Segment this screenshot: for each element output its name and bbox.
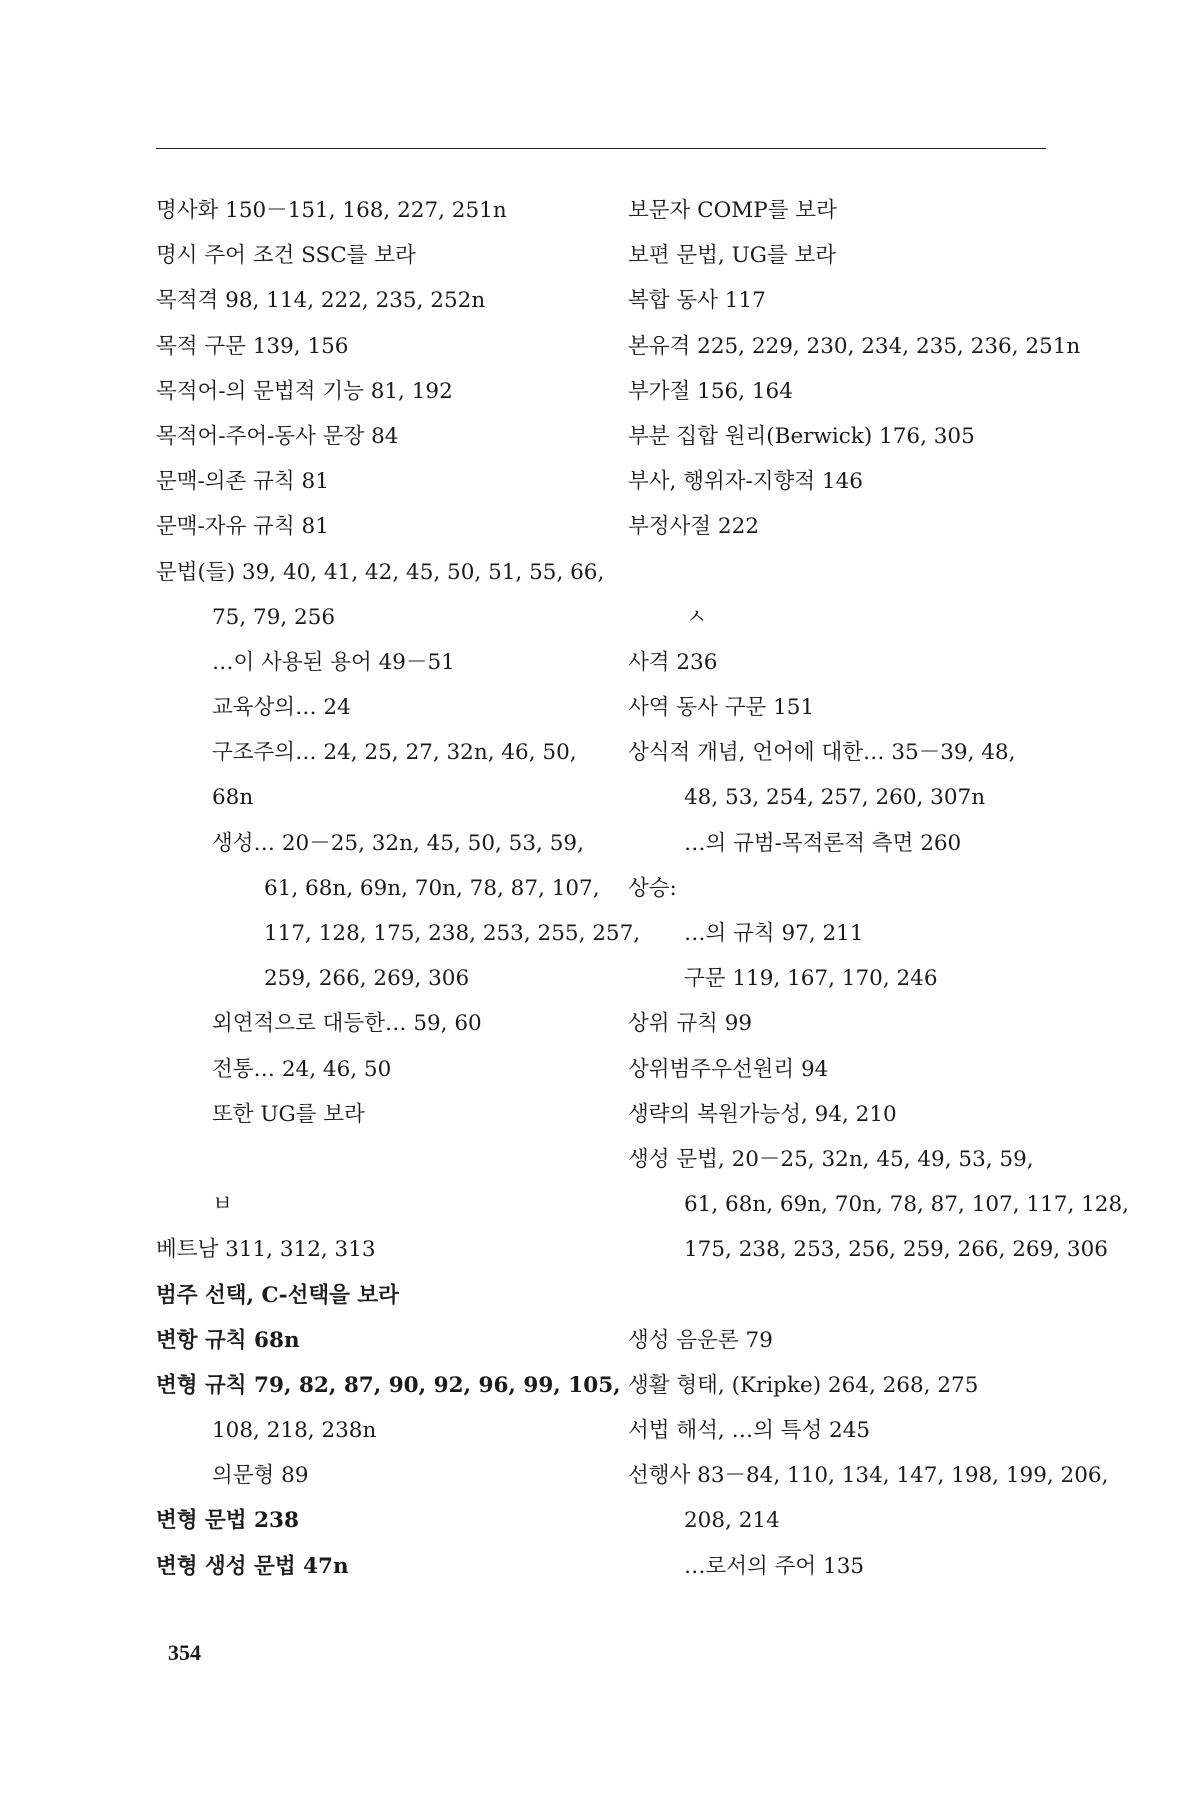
index-entry: 108, 218, 238n <box>212 1418 377 1444</box>
index-entry: 서법 해석, …의 특성 245 <box>628 1418 871 1444</box>
index-column-left <box>156 188 641 1589</box>
header-rule <box>156 148 1046 149</box>
index-entry: 생성 문법, 20－25, 32n, 45, 49, 53, 59, <box>628 1146 1034 1172</box>
index-entry: 변항 규칙 68n <box>156 1327 300 1353</box>
blank-line <box>628 550 1068 595</box>
index-entry: 68n <box>212 785 254 811</box>
index-entry: 변형 문법 238 <box>156 1508 299 1534</box>
index-entry: 생활 형태, (Kripke) 264, 268, 275 <box>628 1372 979 1398</box>
index-entry: 외연적으로 대등한… 59, 60 <box>212 1011 482 1037</box>
index-entry: 208, 214 <box>684 1508 780 1534</box>
index-column-right <box>628 188 1129 1589</box>
index-entry: …이 사용된 용어 49－51 <box>212 649 455 675</box>
index-entry: 명사화 150－151, 168, 227, 251n <box>156 198 507 223</box>
blank-line <box>628 1273 1068 1318</box>
index-entry: 사격 236 <box>628 649 718 675</box>
index-entry: 선행사 83－84, 110, 134, 147, 198, 199, 206, <box>628 1463 1109 1489</box>
index-entry: 상위범주우선원리 94 <box>628 1056 829 1082</box>
index-entry: 본유격 225, 229, 230, 234, 235, 236, 251n <box>628 333 1081 359</box>
index-entry: 117, 128, 175, 238, 253, 255, 257, <box>264 921 641 946</box>
index-entry: 명시 주어 조건 SSC를 보라 <box>156 243 416 269</box>
index-entry: 부사, 행위자-지향적 146 <box>628 469 863 495</box>
index-entry: 또한 UG를 보라 <box>212 1101 365 1127</box>
blank-line <box>156 1137 596 1182</box>
index-entry: 목적어-의 문법적 기능 81, 192 <box>156 378 453 404</box>
index-entry: 61, 68n, 69n, 70n, 78, 87, 107, <box>264 875 600 901</box>
index-entry: 61, 68n, 69n, 70n, 78, 87, 107, 117, 128, <box>684 1192 1129 1218</box>
index-entry: 175, 238, 253, 256, 259, 266, 269, 306 <box>684 1237 1108 1263</box>
index-entry: …의 규칙 97, 211 <box>684 921 864 946</box>
index-entry: 75, 79, 256 <box>212 604 336 630</box>
index-entry: 생성 음운론 79 <box>628 1327 773 1353</box>
page-number: 354 <box>168 1640 201 1665</box>
index-entry: 의문형 89 <box>212 1463 309 1489</box>
index-entry: 교육상의… 24 <box>212 695 351 721</box>
index-entry: 문법(들) 39, 40, 41, 42, 45, 50, 51, 55, 66, <box>156 559 605 585</box>
index-entry: 베트남 311, 312, 313 <box>156 1237 376 1263</box>
index-entry: 상식적 개념, 언어에 대한… 35－39, 48, <box>628 740 1016 766</box>
index-entry: …의 규범-목적론적 측면 260 <box>684 830 962 856</box>
index-entry: 목적격 98, 114, 222, 235, 252n <box>156 288 486 314</box>
index-entry: 생략의 복원가능성, 94, 210 <box>628 1101 897 1127</box>
index-entry: 목적어-주어-동사 문장 84 <box>156 423 399 449</box>
index-entry: 부가절 156, 164 <box>628 378 793 404</box>
index-entry: 상위 규칙 99 <box>628 1011 753 1037</box>
index-entry: 구문 119, 167, 170, 246 <box>684 966 938 992</box>
index-entry: 보문자 COMP를 보라 <box>628 198 837 223</box>
index-entry: 목적 구문 139, 156 <box>156 333 349 359</box>
index-entry: 복합 동사 117 <box>628 288 766 314</box>
index-entry: 문맥-자유 규칙 81 <box>156 514 329 540</box>
index-entry: 48, 53, 254, 257, 260, 307n <box>684 785 986 811</box>
index-entry: 상승: <box>628 875 677 901</box>
index-entry: 전통… 24, 46, 50 <box>212 1056 392 1082</box>
index-entry: 보편 문법, UG를 보라 <box>628 243 837 269</box>
index-entry: 변형 규칙 79, 82, 87, 90, 92, 96, 99, 105, <box>156 1372 621 1398</box>
index-entry: 구조주의… 24, 25, 27, 32n, 46, 50, <box>212 740 577 766</box>
index-entry: 사역 동사 구문 151 <box>628 695 815 721</box>
index-entry: …로서의 주어 135 <box>684 1553 865 1579</box>
index-entry: 변형 생성 문법 47n <box>156 1553 349 1579</box>
index-entry: 범주 선택, C-선택을 보라 <box>156 1282 399 1308</box>
index-entry: 부분 집합 원리(Berwick) 176, 305 <box>628 423 975 449</box>
index-entry: 문맥-의존 규칙 81 <box>156 469 329 495</box>
index-entry: 부정사절 222 <box>628 514 759 540</box>
index-entry: ㅂ <box>212 1192 233 1218</box>
index-entry: 259, 266, 269, 306 <box>264 966 470 992</box>
index-entry: 생성… 20－25, 32n, 45, 50, 53, 59, <box>212 830 584 856</box>
index-entry: ㅅ <box>686 604 707 630</box>
